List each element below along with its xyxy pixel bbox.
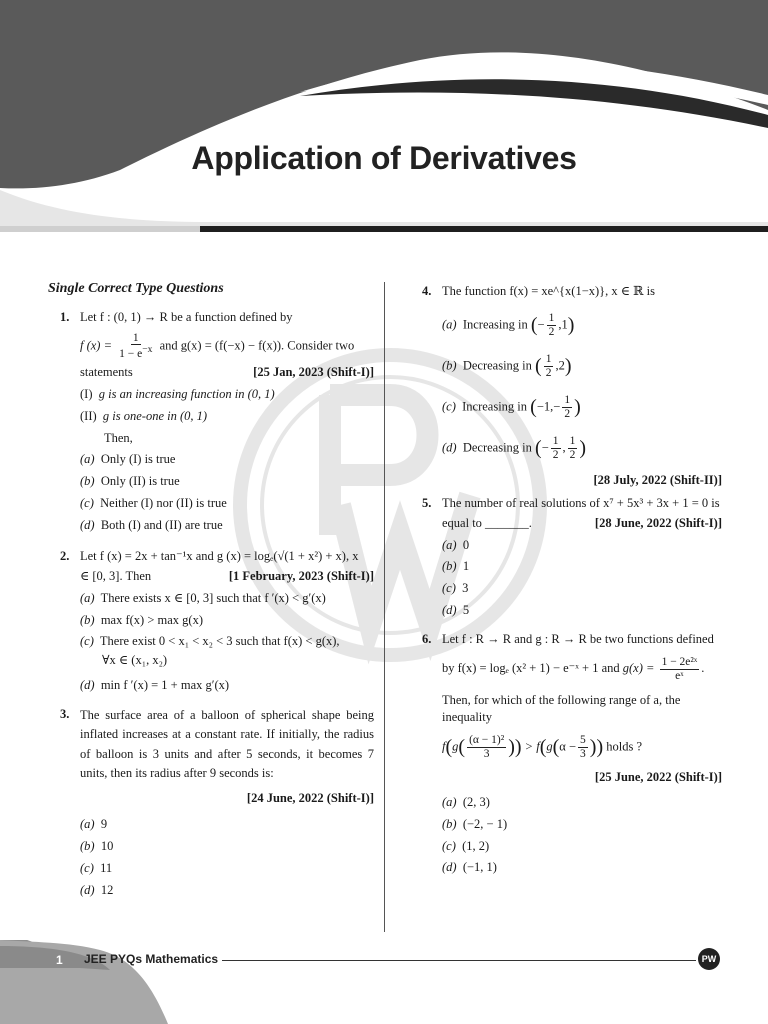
statement-text: g is one-one in (0, 1) <box>102 408 208 423</box>
option-text: 11 <box>100 861 113 876</box>
option-c[interactable] <box>442 394 722 421</box>
option-label: (d) <box>442 603 457 618</box>
formula-lhs: g(x) = <box>622 660 655 675</box>
option-label: (b) <box>442 559 457 574</box>
option-label: (a) <box>80 590 95 605</box>
fraction <box>660 656 700 682</box>
option-label: (a) <box>442 537 457 552</box>
statement-text: g is an increasing function in (0, 1) <box>98 386 275 401</box>
section-heading: Single Correct Type Questions <box>48 281 224 296</box>
fraction-denominator: eˣ <box>675 669 684 682</box>
question-line <box>442 515 722 532</box>
option-text: (−2, − 1) <box>462 816 508 831</box>
option-label: (d) <box>442 860 457 875</box>
question-line <box>80 568 374 585</box>
option-d[interactable] <box>80 517 374 534</box>
option-text: Increasing in <box>462 399 528 414</box>
statement-1 <box>80 386 374 403</box>
footer-title: JEE PYQs Mathematics <box>84 952 219 966</box>
fraction-numerator: 1 <box>548 312 555 325</box>
option-label: (c) <box>442 581 456 596</box>
statement-2 <box>80 408 374 425</box>
function-g: g <box>546 739 553 754</box>
option-label: (d) <box>80 518 95 532</box>
paren-close: ) <box>579 436 587 459</box>
option-text: There exists x ∈ [0, 3] such that f ′(x) < g′(x) <box>100 590 326 605</box>
question-text-part: by f(x) = logₑ (x² + 1) − e⁻ˣ + 1 and <box>442 660 620 675</box>
exam-tag: [28 June, 2022 (Shift-I)] <box>594 515 722 530</box>
exam-tag: [1 February, 2023 (Shift-I)] <box>228 568 374 583</box>
fraction-numerator: 1 − 2e²ˣ <box>661 655 698 668</box>
exam-tag: [25 June, 2022 (Shift-I)] <box>594 769 722 784</box>
exam-tag: [25 Jan, 2023 (Shift-I)] <box>253 364 374 379</box>
statement-label: (I) <box>80 386 93 401</box>
option-label: (d) <box>80 678 95 693</box>
paren-close: ) <box>564 354 572 377</box>
question-text: Let f (x) = 2x + tan⁻¹x and g (x) = logₑ(√(1 + x²) + x), x <box>80 548 359 563</box>
question-text: ∈ [0, 3]. Then <box>80 568 152 583</box>
option-a[interactable] <box>80 816 374 833</box>
option-text: max f(x) > max g(x) <box>100 612 203 627</box>
fraction-numerator: (α − 1)² <box>469 734 505 747</box>
fraction <box>467 734 506 760</box>
question-number: 6. <box>422 632 432 646</box>
footer-rule <box>222 960 696 961</box>
inequality-sign: > f <box>524 739 540 754</box>
interval-separator: , <box>562 440 566 455</box>
fraction <box>568 435 578 461</box>
option-text: (−1, 1) <box>462 860 497 875</box>
question-2 <box>48 548 374 694</box>
option-label: (d) <box>442 440 457 455</box>
paren-open: ( <box>530 313 538 336</box>
fraction-denominator: 3 <box>580 747 586 760</box>
fraction-numerator: 5 <box>580 734 586 747</box>
fraction <box>562 394 572 420</box>
function-f: f <box>442 739 446 754</box>
page-number: 1 <box>56 953 63 967</box>
option-c-continued <box>80 652 374 669</box>
option-a[interactable] <box>442 794 722 811</box>
option-text: 0 <box>462 537 470 552</box>
denominator-exponent: −x <box>142 344 153 356</box>
fraction-numerator: 1 <box>552 435 559 448</box>
exam-tag-row <box>80 790 374 807</box>
option-label: (c) <box>80 634 94 649</box>
option-label: (b) <box>80 839 95 854</box>
option-label: (a) <box>442 794 457 809</box>
fraction-denominator: 2 <box>545 366 552 379</box>
question-number: 1. <box>60 309 70 324</box>
option-label: (d) <box>80 883 95 897</box>
option-a[interactable] <box>442 312 722 339</box>
statement-label: (II) <box>80 408 97 423</box>
paren-close: ) <box>574 395 581 418</box>
exam-tag-row <box>442 472 722 489</box>
paren-open: ( <box>539 735 547 758</box>
fraction <box>117 332 154 361</box>
option-label: (c) <box>80 496 94 511</box>
option-text: Only (I) is true <box>100 452 176 467</box>
question-text: statements <box>80 364 133 379</box>
option-text: 5 <box>462 603 470 618</box>
option-a[interactable] <box>80 590 374 607</box>
column-divider <box>384 282 385 932</box>
option-text: 9 <box>100 817 108 832</box>
question-text <box>80 332 374 361</box>
paren-open: ( <box>445 735 453 758</box>
question-text: The number of real solutions of x⁷ + 5x³ + 3x + 1 = 0 is <box>442 495 720 510</box>
option-label: (b) <box>80 474 95 489</box>
question-number: 2. <box>60 548 70 563</box>
question-4 <box>410 283 722 489</box>
option-label: (c) <box>80 861 94 876</box>
option-c[interactable] <box>80 633 374 650</box>
question-text: Then, for which of the following range of a, the inequality <box>442 693 681 725</box>
fraction-denominator: 3 <box>483 747 490 760</box>
fraction-numerator: 1 <box>545 353 552 366</box>
denominator-base: 1 − e <box>119 348 143 361</box>
fraction-denominator: 2 <box>548 325 555 338</box>
option-text: min f ′(x) = 1 + max g′(x) <box>100 678 230 693</box>
option-text: Neither (I) nor (II) is true <box>100 496 227 511</box>
option-b[interactable] <box>80 838 374 855</box>
question-number: 5. <box>422 495 432 510</box>
question-6 <box>410 631 722 876</box>
interval-suffix: ,2 <box>555 358 565 373</box>
paren-open: ( <box>458 735 466 758</box>
pw-logo-icon: PW <box>698 948 720 970</box>
option-text: 1 <box>462 559 470 574</box>
fraction-denominator <box>117 345 154 360</box>
left-column <box>48 280 374 905</box>
fraction-denominator: 2 <box>569 448 576 461</box>
option-d[interactable] <box>442 602 722 619</box>
fraction <box>547 312 557 338</box>
paren-open: ( <box>530 395 537 418</box>
option-text: 12 <box>100 883 114 897</box>
then-text: Then, <box>104 430 133 445</box>
question-5 <box>410 495 722 619</box>
option-c[interactable] <box>442 838 722 855</box>
option-text: Decreasing in <box>462 440 532 455</box>
fraction <box>544 353 554 379</box>
option-label: (a) <box>442 317 457 332</box>
paren-close: )) <box>589 735 604 758</box>
question-text: The function f(x) = xe^{x(1−x)}, x ∈ ℝ is <box>442 284 656 298</box>
paren-open: ( <box>535 354 542 377</box>
header-decoration <box>0 0 768 240</box>
option-label: (c) <box>442 838 456 853</box>
fraction-numerator: 1 <box>569 435 576 448</box>
question-text-rest: and g(x) = (f(−x) − f(x)). Consider two <box>159 338 355 353</box>
option-text: Increasing in <box>462 317 528 332</box>
question-text: The surface area of a balloon of spherical shape being inflated increases at a constant rate. If initially, the radius of balloon is 3 units and after 5 seconds, it becomes 7 units, then its radius after 9 seconds is: <box>80 708 374 781</box>
option-text: 10 <box>100 839 114 854</box>
option-label: (b) <box>442 816 457 831</box>
option-text: Both (I) and (II) are true <box>100 518 223 532</box>
question-text: Let f : R → R and g : R → R be two functions defined <box>442 632 714 646</box>
paren-open: ( <box>535 436 542 459</box>
interval-prefix: − <box>541 440 549 455</box>
fraction <box>551 435 561 461</box>
option-d[interactable] <box>80 882 374 899</box>
option-d[interactable] <box>442 859 722 876</box>
option-c[interactable] <box>80 495 374 512</box>
paren-open: ( <box>552 735 560 758</box>
option-text: ∀x ∈ (x₁, x₂) <box>102 653 168 668</box>
interval-suffix: ,1 <box>558 317 568 332</box>
question-text: by f(x) = logₑ (x² + 1) − e⁻ˣ + 1 and g(x) = $\frac{\text{1 − 2e²ˣ}}{\text{eˣ}}$ . <box>442 655 705 682</box>
argument-prefix: α − <box>559 739 577 754</box>
option-c[interactable] <box>80 860 374 877</box>
option-b[interactable] <box>442 816 722 833</box>
fraction-numerator: 1 <box>132 331 139 344</box>
inequality <box>442 734 722 761</box>
option-d[interactable] <box>442 435 722 462</box>
paren-close: )) <box>508 735 522 758</box>
fraction-denominator: 2 <box>564 407 571 420</box>
question-text: equal to _______. <box>442 515 532 530</box>
option-label: (a) <box>80 817 95 832</box>
option-b[interactable] <box>80 473 374 490</box>
option-text: Only (II) is true <box>100 474 180 489</box>
exam-tag: [24 June, 2022 (Shift-I)] <box>246 790 374 805</box>
option-b[interactable] <box>442 558 722 575</box>
question-text: Let f : (0, 1) → R be a function defined by <box>80 309 293 324</box>
option-text: (1, 2) <box>462 838 490 853</box>
option-c[interactable] <box>442 580 722 597</box>
option-text: Decreasing in <box>462 358 532 373</box>
formula-lhs: f (x) = <box>80 338 113 353</box>
interval-prefix: − <box>537 317 545 332</box>
question-line <box>48 364 374 381</box>
fraction-denominator: 2 <box>552 448 559 461</box>
function-g: g <box>452 739 459 754</box>
option-label: (c) <box>442 399 456 414</box>
option-a[interactable] <box>80 451 374 468</box>
option-label: (b) <box>442 358 457 373</box>
exam-tag: [28 July, 2022 (Shift-II)] <box>593 472 722 487</box>
option-b[interactable] <box>80 612 374 629</box>
option-text: 3 <box>462 581 469 596</box>
fraction-numerator: 1 <box>564 394 571 407</box>
option-text: (2, 3) <box>462 794 490 809</box>
interval-prefix: −1,− <box>536 399 561 414</box>
option-a[interactable] <box>442 537 722 554</box>
paren-close: ) <box>567 313 575 336</box>
question-number: 3. <box>60 707 70 721</box>
question-3 <box>48 706 374 899</box>
option-text: There exist 0 < x₁ < x₂ < 3 such that f(x) < g(x), <box>99 634 340 649</box>
option-label: (b) <box>80 612 95 627</box>
question-1 <box>48 309 374 534</box>
exam-tag-row <box>442 769 722 786</box>
option-d[interactable] <box>80 677 374 694</box>
fraction <box>578 734 588 760</box>
right-column <box>410 280 722 882</box>
option-b[interactable] <box>442 353 722 380</box>
option-label: (a) <box>80 452 95 467</box>
question-number: 4. <box>422 284 432 298</box>
page-title: Application of Derivatives <box>191 140 577 176</box>
holds-text: holds ? <box>606 739 642 754</box>
